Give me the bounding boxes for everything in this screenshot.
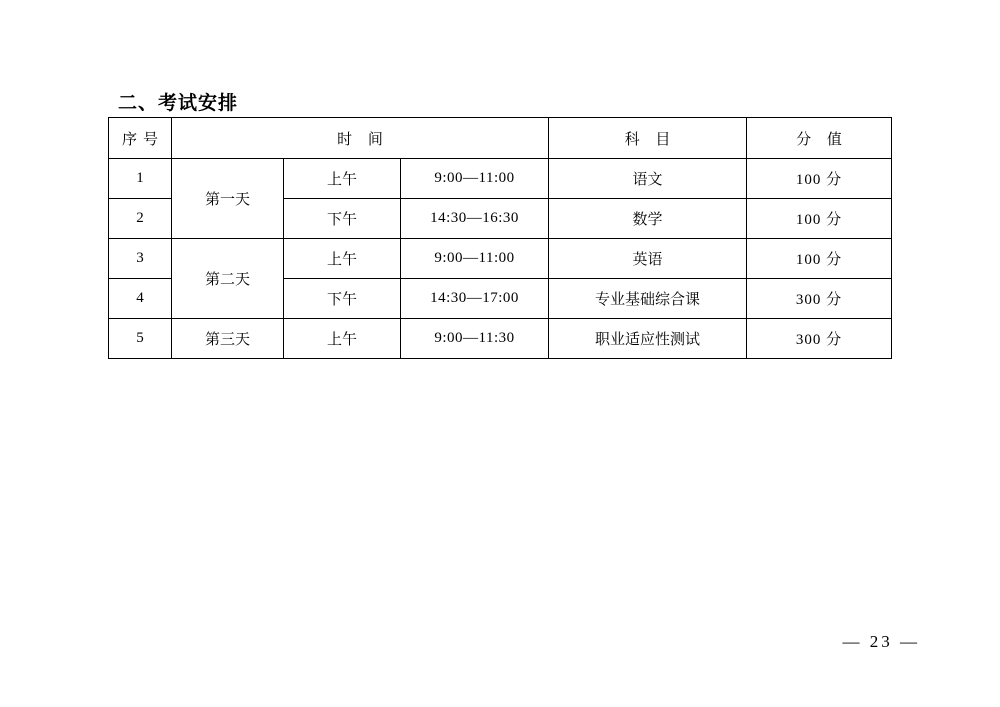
cell-score: 300 分 — [747, 279, 892, 319]
cell-time: 14:30—16:30 — [401, 199, 549, 239]
cell-subject: 专业基础综合课 — [549, 279, 747, 319]
table-row — [109, 239, 892, 279]
cell-no: 5 — [109, 319, 172, 359]
cell-subject: 语文 — [549, 159, 747, 199]
page-title: 二、考试安排 — [118, 92, 239, 114]
cell-score: 100 分 — [747, 159, 892, 199]
table-row — [109, 159, 892, 199]
cell-no: 3 — [109, 239, 172, 279]
cell-score: 100 分 — [747, 199, 892, 239]
exam-schedule-table — [108, 117, 892, 359]
table-header-row — [109, 118, 892, 159]
cell-half: 上午 — [284, 239, 401, 279]
column-header-subject: 科 目 — [549, 118, 747, 159]
cell-score: 300 分 — [747, 319, 892, 359]
page-number: — 23 — — [842, 632, 920, 651]
cell-no: 4 — [109, 279, 172, 319]
cell-day: 第三天 — [172, 319, 284, 359]
cell-time: 9:00—11:30 — [401, 319, 549, 359]
cell-time: 9:00—11:00 — [401, 239, 549, 279]
cell-day: 第二天 — [172, 239, 284, 319]
cell-score: 100 分 — [747, 239, 892, 279]
cell-subject: 英语 — [549, 239, 747, 279]
table-row — [109, 319, 892, 359]
cell-subject: 职业适应性测试 — [549, 319, 747, 359]
cell-time: 9:00—11:00 — [401, 159, 549, 199]
cell-subject: 数学 — [549, 199, 747, 239]
column-header-time: 时 间 — [172, 118, 549, 159]
cell-no: 2 — [109, 199, 172, 239]
cell-half: 下午 — [284, 199, 401, 239]
cell-no: 1 — [109, 159, 172, 199]
column-header-no: 序号 — [109, 118, 172, 159]
cell-half: 上午 — [284, 319, 401, 359]
column-header-score: 分 值 — [747, 118, 892, 159]
cell-half: 下午 — [284, 279, 401, 319]
cell-half: 上午 — [284, 159, 401, 199]
cell-day: 第一天 — [172, 159, 284, 239]
cell-time: 14:30—17:00 — [401, 279, 549, 319]
